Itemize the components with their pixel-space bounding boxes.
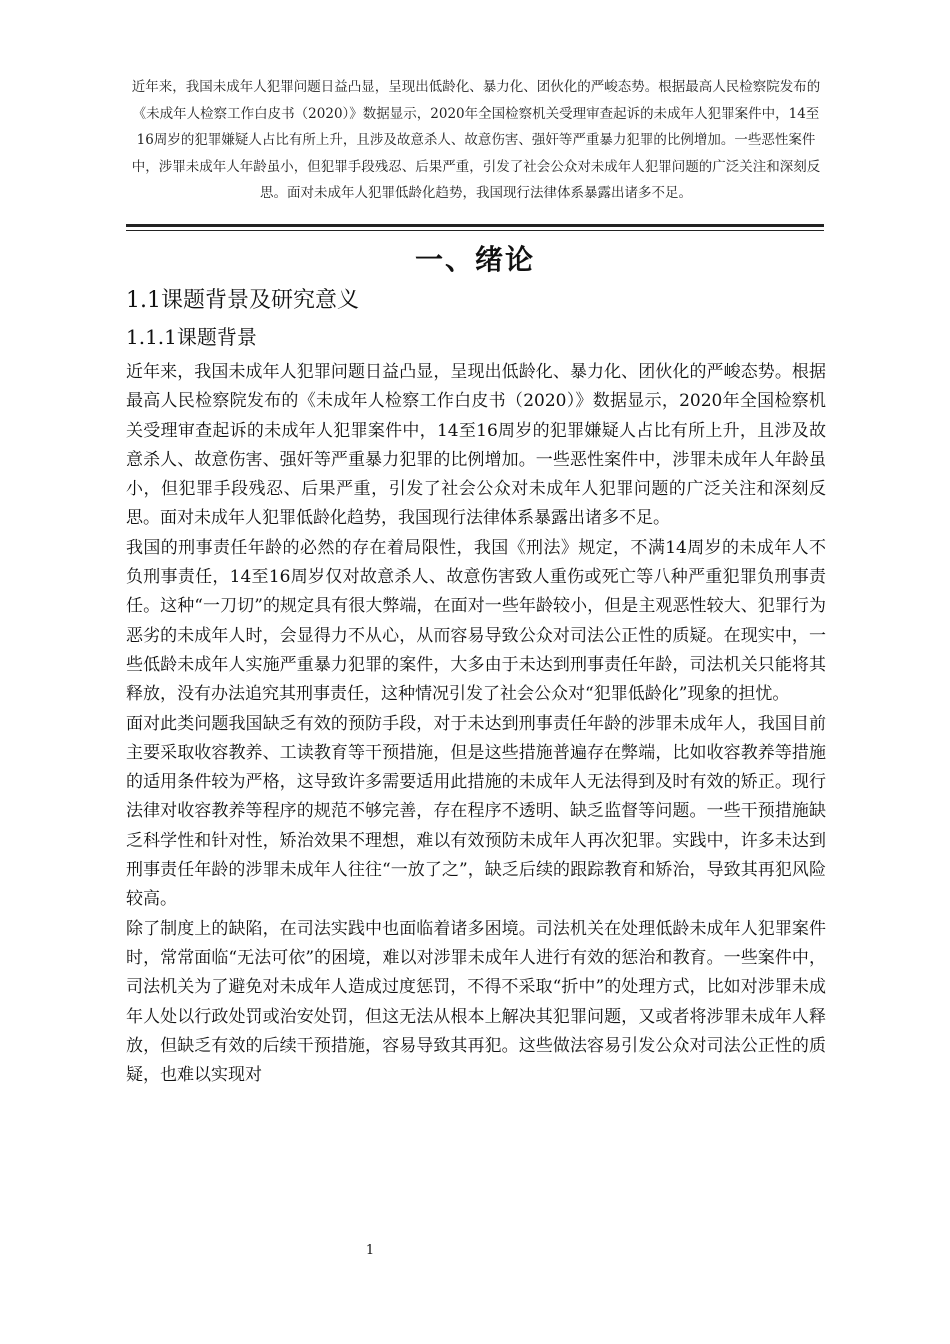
header-divider-thin [126,230,824,231]
body-text [126,358,826,1090]
section-title: 1.1课题背景及研究意义 [126,288,359,313]
paragraph: 面对此类问题我国缺乏有效的预防手段，对于未达到刑事责任年龄的涉罪未成年人，我国目前主要采取收容教养、工读教育等干预措施，但是这些措施普遍存在弊端，比如收容教养等措施的适用条件较为严格，这导致许多需要适用此措施的未成年人无法得到及时有效的矫正。现行法律对收容教养等程序的规范不够完善，存在程序不透明、缺乏监督等问题。一些干预措施缺乏科学性和针对性，矫治效果不理想，难以有效预防未成年人再次犯罪。实践中，许多未达到刑事责任年龄的涉罪未成年人往往“一放了之”，缺乏后续的跟踪教育和矫治，导致其再犯风险较高。 [126,713,826,910]
subsection-title: 1.1.1课题背景 [126,325,257,349]
paragraph: 除了制度上的缺陷，在司法实践中也面临着诸多困境。司法机关在处理低龄未成年人犯罪案件时，常常面临“无法可依”的困境，难以对涉罪未成年人进行有效的惩治和教育。一些案件中，司法机关为了避免对未成年人造成过度惩罚，不得不采取“折中”的处理方式，比如对涉罪未成年人处以行政处罚或治安处罚，但这无法从根本上解决其犯罪问题，又或者将涉罪未成年人释放，但缺乏有效的后续干预措施，容易导致其再犯。这些做法容易引发公众对司法公正性的质疑，也难以实现对 [126,918,826,1086]
paragraph: 我国的刑事责任年龄的必然的存在着局限性，我国《刑法》规定，不满14周岁的未成年人不负刑事责任，14至16周岁仅对故意杀人、故意伤害致人重伤或死亡等八种严重犯罪负刑事责任。这种“一刀切”的规定具有很大弊端，在面对一些年龄较小，但是主观恶性较大、犯罪行为恶劣的未成年人时，会显得力不从心，从而容易导致公众对司法公正性的质疑。在现实中，一些低龄未成年人实施严重暴力犯罪的案件，大多由于未达到刑事责任年龄，司法机关只能将其释放，没有办法追究其刑事责任，这种情况引发了社会公众对“犯罪低龄化”现象的担忧。 [126,537,826,705]
page-number: 1 [365,1243,375,1258]
paragraph: 近年来，我国未成年人犯罪问题日益凸显，呈现出低龄化、暴力化、团伙化的严峻态势。根据最高人民检察院发布的《未成年人检察工作白皮书（2020）》数据显示，2020年全国检察机关受理审查起诉的未成年人犯罪案件中，14至16周岁的犯罪嫌疑人占比有所上升，且涉及故意杀人、故意伤害、强奸等严重暴力犯罪的比例增加。一些恶性案件中，涉罪未成年人年龄虽小，但犯罪手段残忍、后果严重，引发了社会公众对未成年人犯罪问题的广泛关注和深刻反思。面对未成年人犯罪低龄化趋势，我国现行法律体系暴露出诸多不足。 [126,362,826,529]
chapter-title: 一、绪论 [414,243,535,276]
page-header-abstract: 近年来，我国未成年人犯罪问题日益凸显，呈现出低龄化、暴力化、团伙化的严峻态势。根据最高人民检察院发布的《未成年人检察工作白皮书（2020）》数据显示，2020年全国检察机关受理审查起诉的未成年人犯罪案件中，14至16周岁的犯罪嫌疑人占比有所上升，且涉及故意杀人、故意伤害、强奸等严重暴力犯罪的比例增加。一些恶性案件中，涉罪未成年人年龄虽小，但犯罪手段残忍、后果严重，引发了社会公众对未成年人犯罪问题的广泛关注和深刻反思。面对未成年人犯罪低龄化趋势，我国现行法律体系暴露出诸多不足。 [131,79,821,201]
header-divider-thick [126,224,824,227]
